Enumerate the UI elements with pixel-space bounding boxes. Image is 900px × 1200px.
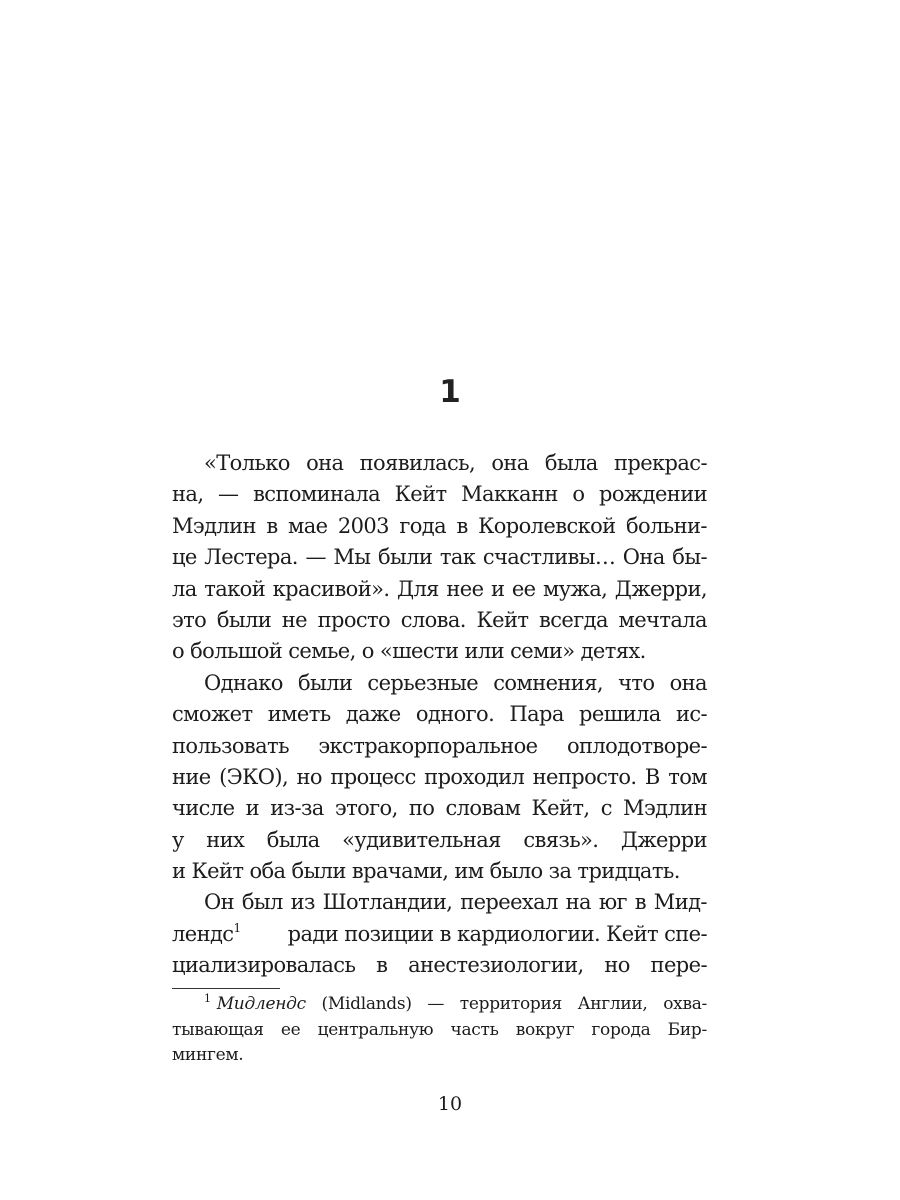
text-line: Он был из Шотландии, переехал на юг в Мид-	[204, 890, 707, 915]
text-line: это были не просто слова. Кейт всегда мечтала	[172, 607, 707, 632]
footnote-line: мингем.	[172, 1045, 244, 1065]
text-line: лендс$^1$ ради позиции в кардиологии. Кейт спе-	[172, 920, 707, 946]
text-line: Однако были серьезные сомнения, что она	[204, 670, 707, 695]
footnote-reference[interactable]: 1	[233, 920, 241, 935]
footnote-divider	[172, 988, 280, 989]
text-line: ла такой красивой». Для нее и ее мужа, Джерри,	[172, 576, 707, 601]
chapter-number: 1	[439, 374, 461, 410]
text-line: ние (ЭКО), но процесс проходил непросто. В том	[172, 764, 707, 789]
text-line: и Кейт оба были врачами, им было за тридцать.	[172, 859, 680, 884]
text-line: сможет иметь даже одного. Пара решила ис-	[172, 702, 707, 727]
text-line: у них была «удивительная связь». Джерри	[172, 827, 707, 852]
footnote-line: тывающая ее центральную часть вокруг города Бир-	[172, 1019, 707, 1040]
text-line: циализировалась в анестезиологии, но пере-	[172, 953, 707, 978]
paragraph-3	[172, 887, 707, 981]
paragraph-2	[172, 668, 707, 888]
footnote-term: Мидлендс	[216, 994, 306, 1014]
text-line: пользовать экстракорпоральное оплодотворе-	[172, 733, 707, 758]
text-line: числе и из-за этого, по словам Кейт, с Мэдлин	[172, 796, 707, 821]
paragraph-1	[172, 448, 707, 668]
text-line: це Лестера. — Мы были так счастливы… Она бы-	[172, 545, 707, 570]
text-line: о большой семье, о «шести или семи» детях.	[172, 639, 646, 664]
page-number: 10	[437, 1093, 463, 1115]
footnote-mark: 1	[204, 992, 211, 1006]
body-text	[172, 448, 707, 982]
footnote-line: $^1$ Мидлендс (Midlands) — территория Англии, охва-	[204, 992, 707, 1014]
text-line: Мэдлин в мае 2003 года в Королевской больни-	[172, 513, 707, 538]
footnote	[172, 992, 707, 1069]
text-line: «Только она появилась, она была прекрас-	[204, 451, 707, 475]
text-line: на, — вспоминала Кейт Макканн о рождении	[172, 482, 707, 507]
